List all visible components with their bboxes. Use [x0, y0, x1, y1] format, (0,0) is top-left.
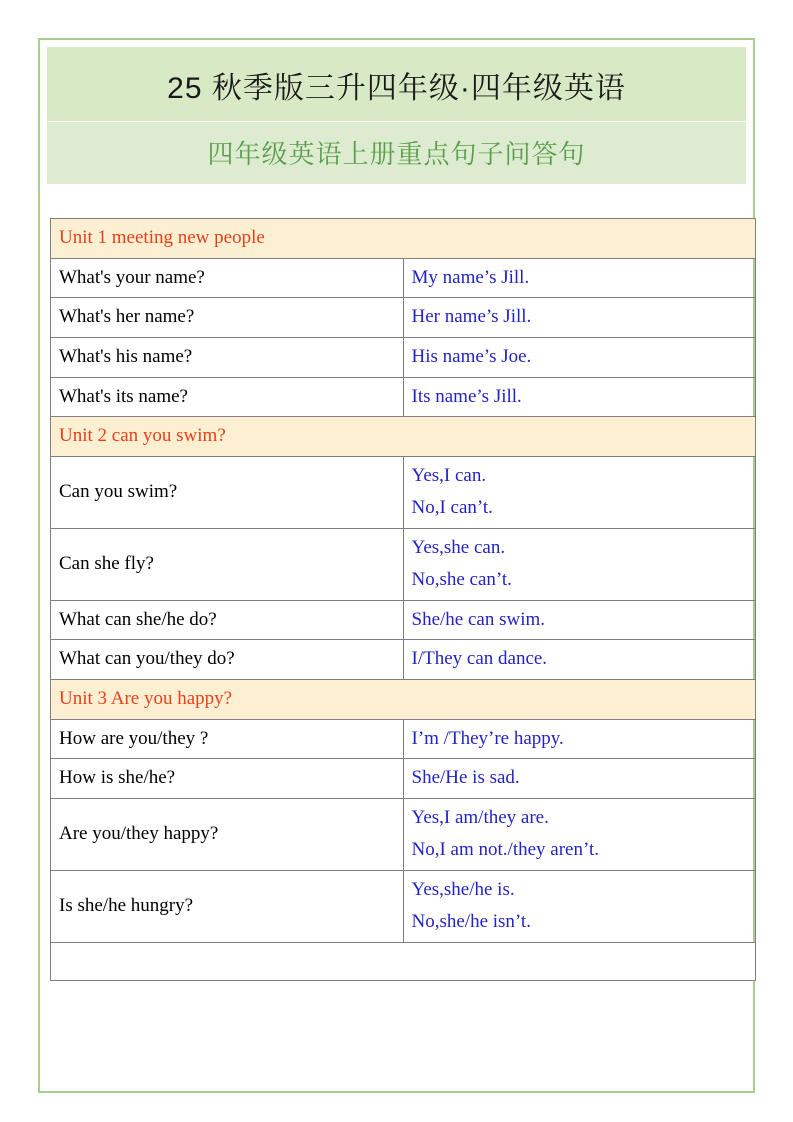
- answer-cell: [403, 719, 756, 759]
- unit-header-row: [51, 417, 756, 457]
- answer-line: I/They can dance.: [411, 648, 548, 670]
- answer-cell: [403, 377, 756, 417]
- table-bottom-band: [50, 943, 756, 981]
- table-row: [51, 600, 756, 640]
- table-row: [51, 759, 756, 799]
- answer-cell: [403, 337, 756, 377]
- answer-cell: [403, 298, 756, 338]
- answer-line: No,she/he isn’t.: [411, 911, 531, 933]
- question-cell: What can she/he do?: [51, 600, 404, 640]
- answer-line: No,she can’t.: [411, 568, 512, 590]
- document-inner: [46, 46, 747, 1085]
- unit-header-row: [51, 219, 756, 259]
- table-row: [51, 377, 756, 417]
- answer-line: No,I am not./they aren’t.: [411, 839, 599, 861]
- answer-cell: [403, 759, 756, 799]
- answer-cell: [403, 258, 756, 298]
- qa-table-wrap: [47, 218, 746, 981]
- question-cell: How is she/he?: [51, 759, 404, 799]
- question-cell: Can you swim?: [51, 456, 404, 528]
- unit-title: Unit 1 meeting new people: [51, 219, 756, 259]
- document-title: 25 秋季版三升四年级·四年级英语: [47, 47, 746, 122]
- answer-cell: [403, 799, 756, 871]
- question-cell: What's its name?: [51, 377, 404, 417]
- table-row: [51, 528, 756, 600]
- qa-table-body: [51, 219, 756, 943]
- answer-line: Yes,I am/they are.: [411, 807, 549, 829]
- question-cell: Are you/they happy?: [51, 799, 404, 871]
- question-cell: Is she/he hungry?: [51, 871, 404, 943]
- answer-line: She/He is sad.: [411, 767, 520, 789]
- question-cell: What can you/they do?: [51, 640, 404, 680]
- answer-line: Yes,she can.: [411, 537, 506, 559]
- qa-table: [50, 218, 756, 943]
- title-spacer: [47, 184, 746, 218]
- question-cell: Can she fly?: [51, 528, 404, 600]
- document-subtitle: 四年级英语上册重点句子问答句: [47, 122, 746, 184]
- table-row: [51, 456, 756, 528]
- unit-title: Unit 2 can you swim?: [51, 417, 756, 457]
- answer-line: I’m /They’re happy.: [411, 727, 564, 749]
- answer-cell: [403, 456, 756, 528]
- unit-header-row: [51, 680, 756, 720]
- table-row: [51, 719, 756, 759]
- answer-cell: [403, 600, 756, 640]
- answer-line: My name’s Jill.: [411, 266, 530, 288]
- answer-line: Yes,she/he is.: [411, 879, 515, 901]
- table-row: [51, 298, 756, 338]
- table-row: [51, 799, 756, 871]
- answer-line: She/he can swim.: [411, 608, 546, 630]
- table-row: [51, 337, 756, 377]
- question-cell: How are you/they ?: [51, 719, 404, 759]
- answer-cell: [403, 528, 756, 600]
- table-row: [51, 640, 756, 680]
- question-cell: What's his name?: [51, 337, 404, 377]
- answer-cell: [403, 871, 756, 943]
- answer-line: Her name’s Jill.: [411, 306, 532, 328]
- answer-cell: [403, 640, 756, 680]
- table-row: [51, 258, 756, 298]
- answer-line: His name’s Joe.: [411, 345, 532, 367]
- question-cell: What's your name?: [51, 258, 404, 298]
- answer-line: Yes,I can.: [411, 465, 487, 487]
- answer-line: No,I can’t.: [411, 496, 493, 518]
- unit-title: Unit 3 Are you happy?: [51, 680, 756, 720]
- question-cell: What's her name?: [51, 298, 404, 338]
- answer-line: Its name’s Jill.: [411, 385, 522, 407]
- page-tail-space: [47, 981, 746, 1084]
- document-frame: [38, 38, 755, 1093]
- table-row: [51, 871, 756, 943]
